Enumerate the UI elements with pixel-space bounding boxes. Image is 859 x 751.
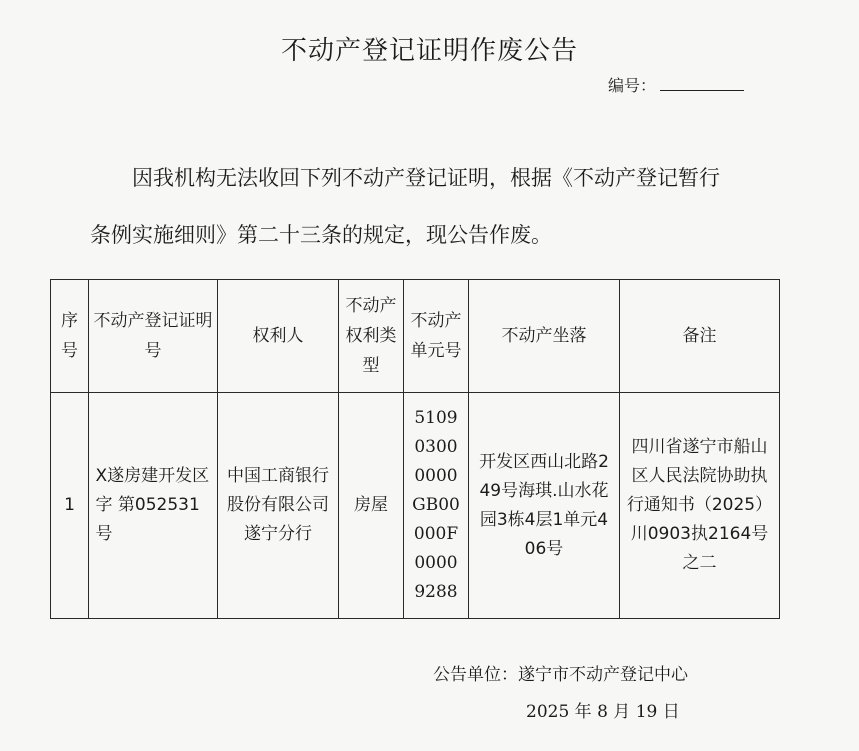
cell-cert-no: X遂房建开发区 字 第052531号 <box>89 393 218 619</box>
header-right-type: 不动产权利类型 <box>339 280 404 393</box>
serial-blank-line <box>660 78 744 91</box>
document-title: 不动产登记证明作废公告 <box>280 36 578 66</box>
header-cert-no: 不动产登记证明号 <box>89 280 218 393</box>
cell-unit-no: 510903000000GB00000F00009288 <box>404 393 469 619</box>
issue-date: 2025 年 8 月 19 日 <box>526 702 680 722</box>
header-seq: 序号 <box>51 280 89 393</box>
cell-remarks: 四川省遂宁市船山区人民法院协助执行通知书（2025）川0903执2164号之二 <box>620 393 780 619</box>
issuing-unit: 公告单位：遂宁市不动产登记中心 <box>433 665 688 685</box>
cell-right-type: 房屋 <box>339 393 404 619</box>
serial-label: 编号： <box>608 76 657 95</box>
cell-owner: 中国工商银行股份有限公司遂宁分行 <box>218 393 339 619</box>
header-unit-no: 不动产单元号 <box>404 280 469 393</box>
paragraph-line-1: 因我机构无法收回下列不动产登记证明，根据《不动产登记暂行 <box>132 166 720 190</box>
header-location: 不动产坐落 <box>469 280 620 393</box>
paragraph-line-2: 条例实施细则》第二十三条的规定，现公告作废。 <box>90 223 552 247</box>
header-remarks: 备注 <box>620 280 780 393</box>
cell-location: 开发区西山北路249号海琪.山水花园3栋4层1单元406号 <box>469 393 620 619</box>
serial-number <box>608 73 744 96</box>
cell-seq: 1 <box>51 393 89 619</box>
void-records-table <box>50 279 780 619</box>
table-row <box>51 393 780 619</box>
header-owner: 权利人 <box>218 280 339 393</box>
announcement-paragraph <box>90 150 790 264</box>
table-header-row <box>51 280 780 393</box>
